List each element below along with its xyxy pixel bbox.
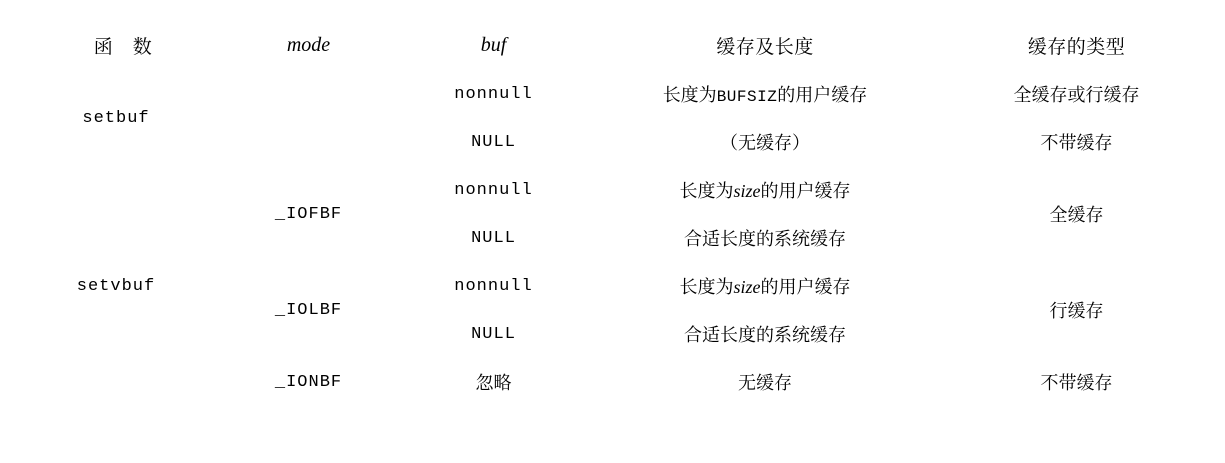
buf-value-ignored: 忽略 bbox=[475, 373, 512, 393]
header-cell-function bbox=[16, 20, 216, 70]
size-desc-system-buffer: 合适长度的系统缓存 bbox=[684, 229, 846, 249]
cell-buf-null-1 bbox=[401, 118, 586, 166]
cell-buf-null-2 bbox=[401, 214, 586, 262]
cell-type-full-or-line bbox=[944, 70, 1209, 118]
cell-mode-iofbf bbox=[216, 166, 401, 262]
cell-type-unbuffered-1 bbox=[944, 118, 1209, 166]
size-suffix: 的用户缓存 bbox=[760, 277, 851, 297]
cell-size-user-buffer-2 bbox=[586, 262, 944, 310]
buf-value-nonnull: nonnull bbox=[454, 180, 533, 200]
cell-size-user-buffer-1 bbox=[586, 166, 944, 214]
type-value-full-buffered: 全缓存 bbox=[1049, 205, 1104, 225]
size-prefix: 长度为 bbox=[662, 85, 717, 105]
size-desc-bufsiz bbox=[663, 85, 868, 105]
function-name-setvbuf: setvbuf bbox=[76, 276, 156, 296]
header-cell-buffer-type bbox=[944, 20, 1209, 70]
size-desc-none: 无缓存 bbox=[738, 373, 792, 393]
cell-size-no-buffer bbox=[586, 118, 944, 166]
size-desc-no-buffer: （无缓存） bbox=[720, 133, 810, 153]
size-prefix: 长度为 bbox=[679, 277, 734, 297]
header-label-buffer-and-length: 缓存及长度 bbox=[716, 36, 814, 58]
header-label-mode: mode bbox=[286, 33, 331, 56]
header-label-buffer-type: 缓存的类型 bbox=[1027, 36, 1126, 58]
cell-size-bufsiz bbox=[586, 70, 944, 118]
table-row bbox=[16, 70, 1209, 118]
cell-size-system-buffer-2 bbox=[586, 310, 944, 358]
cell-size-none bbox=[586, 358, 944, 406]
cell-mode-ionbf bbox=[216, 358, 401, 406]
type-value-full-or-line: 全缓存或行缓存 bbox=[1013, 85, 1140, 105]
cell-type-line-buffered bbox=[944, 262, 1209, 358]
mode-value-ionbf: _IONBF bbox=[274, 372, 343, 392]
type-value-unbuffered: 不带缓存 bbox=[1040, 373, 1113, 393]
cell-buf-nonnull-2 bbox=[401, 166, 586, 214]
type-value-line-buffered: 行缓存 bbox=[1049, 301, 1104, 321]
header-cell-buf bbox=[401, 20, 586, 70]
cell-buf-nonnull-1 bbox=[401, 70, 586, 118]
size-suffix: 的用户缓存 bbox=[760, 181, 851, 201]
mode-value-iolbf: _IOLBF bbox=[274, 300, 343, 320]
function-name-setbuf: setbuf bbox=[82, 108, 150, 128]
type-value-unbuffered: 不带缓存 bbox=[1040, 133, 1113, 153]
cell-function-setvbuf bbox=[16, 166, 216, 406]
size-italic-size: size bbox=[733, 181, 761, 201]
buf-value-null: NULL bbox=[471, 228, 516, 248]
size-desc-user-buffer bbox=[680, 181, 851, 201]
header-cell-mode bbox=[216, 20, 401, 70]
header-label-buf: buf bbox=[480, 33, 507, 56]
size-suffix: 的用户缓存 bbox=[777, 85, 868, 105]
cell-type-full-buffered bbox=[944, 166, 1209, 262]
size-prefix: 长度为 bbox=[679, 181, 734, 201]
cell-buf-null-3 bbox=[401, 310, 586, 358]
size-desc-user-buffer bbox=[680, 277, 851, 297]
buf-value-null: NULL bbox=[471, 132, 516, 152]
cell-function-setbuf bbox=[16, 70, 216, 166]
mode-value-iofbf: _IOFBF bbox=[274, 204, 343, 224]
cell-buf-nonnull-3 bbox=[401, 262, 586, 310]
cell-type-unbuffered-2 bbox=[944, 358, 1209, 406]
size-italic-size: size bbox=[733, 277, 761, 297]
cell-mode-iolbf bbox=[216, 262, 401, 358]
cell-mode-empty-setbuf bbox=[216, 70, 401, 166]
cell-buf-ignored bbox=[401, 358, 586, 406]
buf-value-nonnull: nonnull bbox=[454, 276, 533, 296]
header-label-function: 函 数 bbox=[93, 36, 153, 58]
buf-value-null: NULL bbox=[471, 324, 516, 344]
size-keyword-bufsiz: BUFSIZ bbox=[716, 88, 778, 106]
cell-size-system-buffer-1 bbox=[586, 214, 944, 262]
table-header-row bbox=[16, 20, 1209, 70]
buf-value-nonnull: nonnull bbox=[454, 84, 533, 104]
header-cell-buffer-and-length bbox=[586, 20, 944, 70]
setbuf-setvbuf-table bbox=[16, 20, 1209, 406]
table-row bbox=[16, 166, 1209, 214]
size-desc-system-buffer: 合适长度的系统缓存 bbox=[684, 325, 846, 345]
